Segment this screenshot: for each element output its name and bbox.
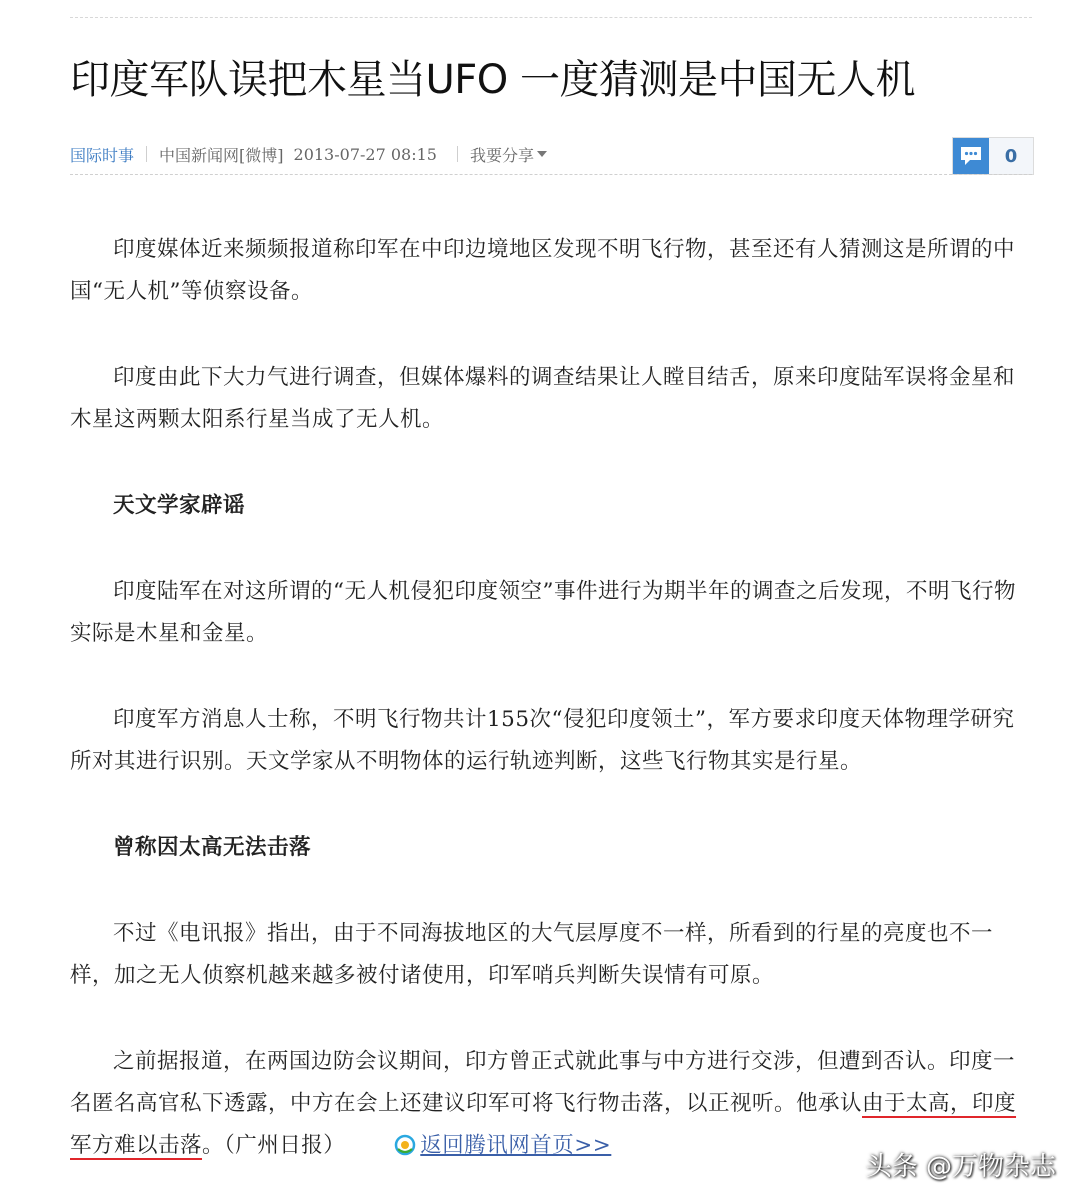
comment-button[interactable] (952, 137, 1034, 175)
share-dropdown[interactable] (470, 143, 547, 166)
back-to-homepage-link[interactable]: 返回腾讯网首页>> (420, 1133, 612, 1158)
tencent-logo-icon (351, 1129, 416, 1171)
highlighted-text: 由于太高，印度军方难以击落 (70, 1091, 1017, 1158)
paragraph-text: 之前据报道，在两国边防会议期间，印方曾正式就此事与中方进行交涉，但遭到否认。印度一名匿名高官私下透露，中方在会上还建议印军可将飞行物击落，以正视听。他承认 (70, 1049, 1016, 1116)
section-heading: 天文学家辟谣 (113, 493, 246, 518)
category-link[interactable]: 国际时事 (70, 145, 135, 165)
paragraph-tail: 。（广州日报） (202, 1133, 346, 1158)
publish-datetime: 2013-07-27 08:15 (293, 144, 437, 164)
share-label: 我要分享 (469, 145, 534, 165)
meta-separator (457, 146, 458, 162)
top-divider (70, 17, 1032, 18)
section-heading: 曾称因太高无法击落 (113, 835, 312, 860)
meta-separator (146, 146, 147, 162)
paragraph: 不过《电讯报》指出，由于不同海拔地区的大气层厚度不一样，所看到的行星的亮度也不一样，加之无人侦察机越来越多被付诸使用，印军哨兵判断失误情有可原。 (70, 921, 994, 988)
article-meta (70, 140, 1032, 168)
source-label[interactable]: 中国新闻网[微博] (159, 145, 284, 165)
article-body (70, 229, 1032, 1171)
paragraph: 印度由此下大力气进行调查，但媒体爆料的调查结果让人瞠目结舌，原来印度陆军误将金星和木星这两颗太阳系行星当成了无人机。 (70, 365, 1016, 432)
paragraph: 印度媒体近来频频报道称印军在中印边境地区发现不明飞行物，甚至还有人猜测这是所谓的中国“无人机”等侦察设备。 (70, 237, 1016, 304)
caret-down-icon (537, 151, 547, 157)
article-title: 印度军队误把木星当UFO 一度猜测是中国无人机 (70, 57, 915, 103)
paragraph: 印度陆军在对这所谓的“无人机侵犯印度领空”事件进行为期半年的调查之后发现，不明飞行物实际是木星和金星。 (70, 579, 1016, 646)
meta-divider (70, 174, 1032, 175)
paragraph: 印度军方消息人士称，不明飞行物共计155次“侵犯印度领土”，军方要求印度天体物理学研究所对其进行识别。天文学家从不明物体的运行轨迹判断，这些飞行物其实是行星。 (70, 707, 1015, 774)
speech-bubble-icon (953, 138, 989, 174)
comment-count: 0 (1004, 145, 1018, 167)
watermark: 头条 @万物杂志 (865, 1152, 1056, 1182)
